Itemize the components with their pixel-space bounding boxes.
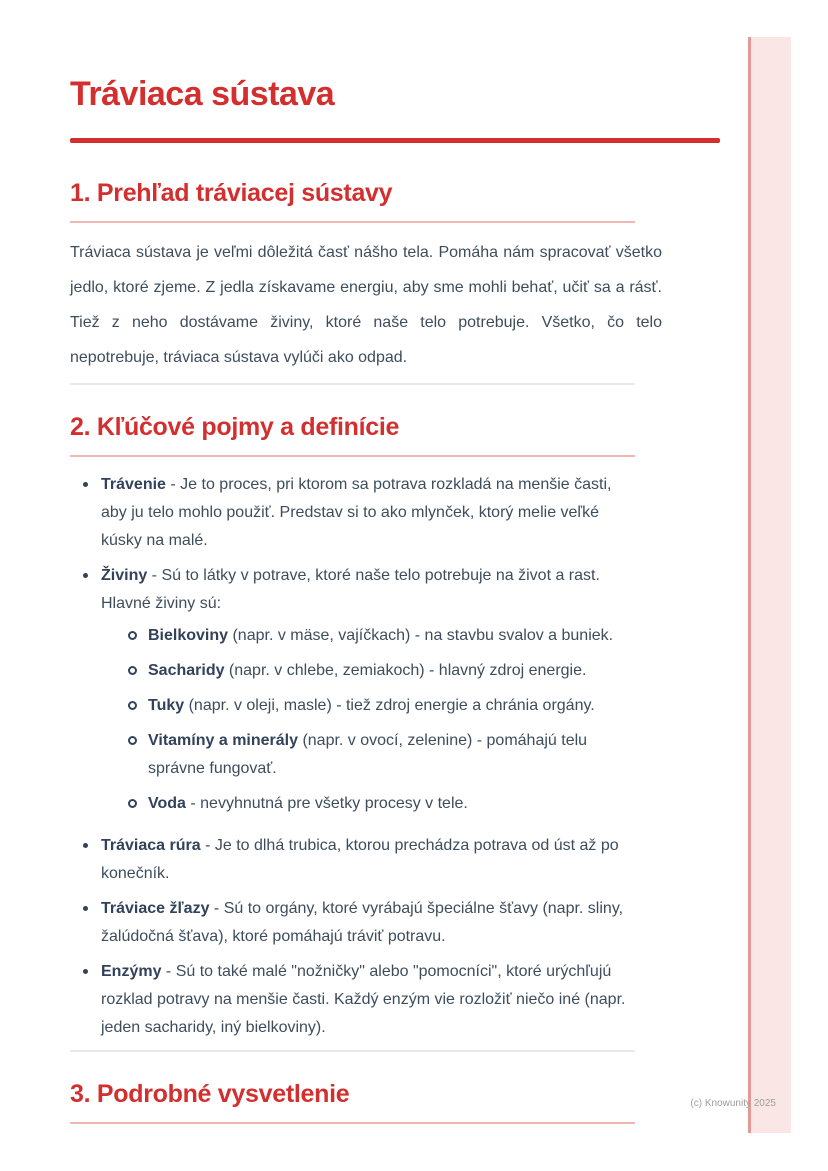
section-2-underline	[70, 455, 635, 457]
page-edge-stripe	[748, 37, 791, 1133]
term-definition: - Sú to orgány, ktoré vyrábajú špeciálne šťavy (napr. sliny, žalúdočná šťava), ktoré pomáhajú tráviť potravu.	[101, 900, 624, 945]
bullet-dot-icon	[83, 843, 88, 848]
bullet-circle-icon	[128, 666, 137, 675]
list-item	[82, 832, 678, 888]
term-label: Sacharidy	[148, 662, 225, 679]
list-item-text	[101, 832, 641, 888]
list-item-text	[148, 790, 468, 818]
sub-list-item	[128, 692, 641, 720]
term-label: Živiny	[101, 567, 148, 584]
bullet-circle-icon	[128, 799, 137, 808]
section-1-underline	[70, 221, 635, 223]
nutrients-sub-list	[101, 622, 641, 818]
bullet-circle-icon	[128, 701, 137, 710]
key-terms-list	[70, 471, 678, 1042]
term-definition: - Sú to také malé "nožničky" alebo "pomocníci", ktoré urýchľujú rozklad potravy na menšie časti. Každý enzým vie rozložiť niečo iné (napr. jeden sacharidy, iný bielkoviny).	[101, 963, 626, 1036]
term-label: Tráviaca rúra	[101, 837, 201, 854]
list-item-text	[148, 657, 586, 685]
term-label: Vitamíny a minerály	[148, 732, 298, 749]
term-label: Tráviace žľazy	[101, 900, 210, 917]
list-item-text	[101, 958, 641, 1042]
page-title: Tráviaca sústava	[70, 75, 335, 113]
term-definition: - nevyhnutná pre všetky procesy v tele.	[185, 795, 468, 812]
list-item-text	[148, 727, 641, 783]
section-3-heading: 3. Podrobné vysvetlenie	[70, 1080, 350, 1108]
term-label: Bielkoviny	[148, 627, 229, 644]
term-definition: (napr. v mäse, vajíčkach) - na stavbu svalov a buniek.	[228, 627, 614, 644]
bullet-circle-icon	[128, 736, 137, 745]
term-definition: (napr. v oleji, masle) - tiež zdroj energie a chránia orgány.	[184, 697, 595, 714]
term-definition: - Sú to látky v potrave, ktoré naše telo potrebuje na život a rast. Hlavné živiny sú:	[101, 567, 600, 612]
list-item	[82, 895, 678, 951]
list-item	[82, 562, 678, 825]
section-2-heading: 2. Kľúčové pojmy a definície	[70, 413, 400, 441]
list-item-text	[148, 622, 613, 650]
copyright-note: (c) Knowunity 2025	[690, 1098, 776, 1109]
list-item-text	[101, 895, 641, 951]
term-definition: (napr. v ovocí, zelenine) - pomáhajú telu správne fungovať.	[148, 732, 588, 777]
term-label: Enzýmy	[101, 963, 162, 980]
bullet-dot-icon	[83, 573, 88, 578]
list-item-text	[101, 562, 641, 825]
bullet-dot-icon	[83, 906, 88, 911]
term-definition: (napr. v chlebe, zemiakoch) - hlavný zdroj energie.	[224, 662, 587, 679]
term-label: Trávenie	[101, 476, 166, 493]
sub-list-item	[128, 657, 641, 685]
section-1-paragraph: Tráviaca sústava je veľmi dôležitá časť nášho tela. Pomáha nám spracovať všetko jedlo, ktoré zjeme. Z jedla získavame energiu, aby sme mohli behať, učiť sa a rásť. Tiež z neho dostávame živiny, ktoré naše telo potrebuje. Všetko, čo telo nepotrebuje, tráviaca sústava vylúči ako odpad.	[70, 244, 662, 366]
term-label: Voda	[148, 795, 186, 812]
bullet-dot-icon	[83, 969, 88, 974]
sub-list-item	[128, 622, 641, 650]
term-label: Tuky	[148, 697, 185, 714]
bullet-dot-icon	[83, 482, 88, 487]
bullet-circle-icon	[128, 631, 137, 640]
title-rule	[70, 138, 720, 143]
term-definition: - Je to proces, pri ktorom sa potrava rozkladá na menšie časti, aby ju telo mohlo použiť. Predstav si to ako mlynček, ktorý melie veľké kúsky na malé.	[101, 476, 612, 549]
sub-list-item	[128, 727, 641, 783]
list-item	[82, 471, 678, 555]
page-content	[70, 0, 678, 1124]
sub-list-item	[128, 790, 641, 818]
term-definition: - Je to dlhá trubica, ktorou prechádza potrava od úst až po konečník.	[101, 837, 619, 882]
section-3-underline	[70, 1122, 635, 1124]
section-divider	[70, 383, 635, 385]
list-item-text	[148, 692, 595, 720]
section-1-heading: 1. Prehľad tráviacej sústavy	[70, 179, 393, 207]
section-divider	[70, 1050, 635, 1052]
list-item	[82, 958, 678, 1042]
list-item-text	[101, 471, 641, 555]
